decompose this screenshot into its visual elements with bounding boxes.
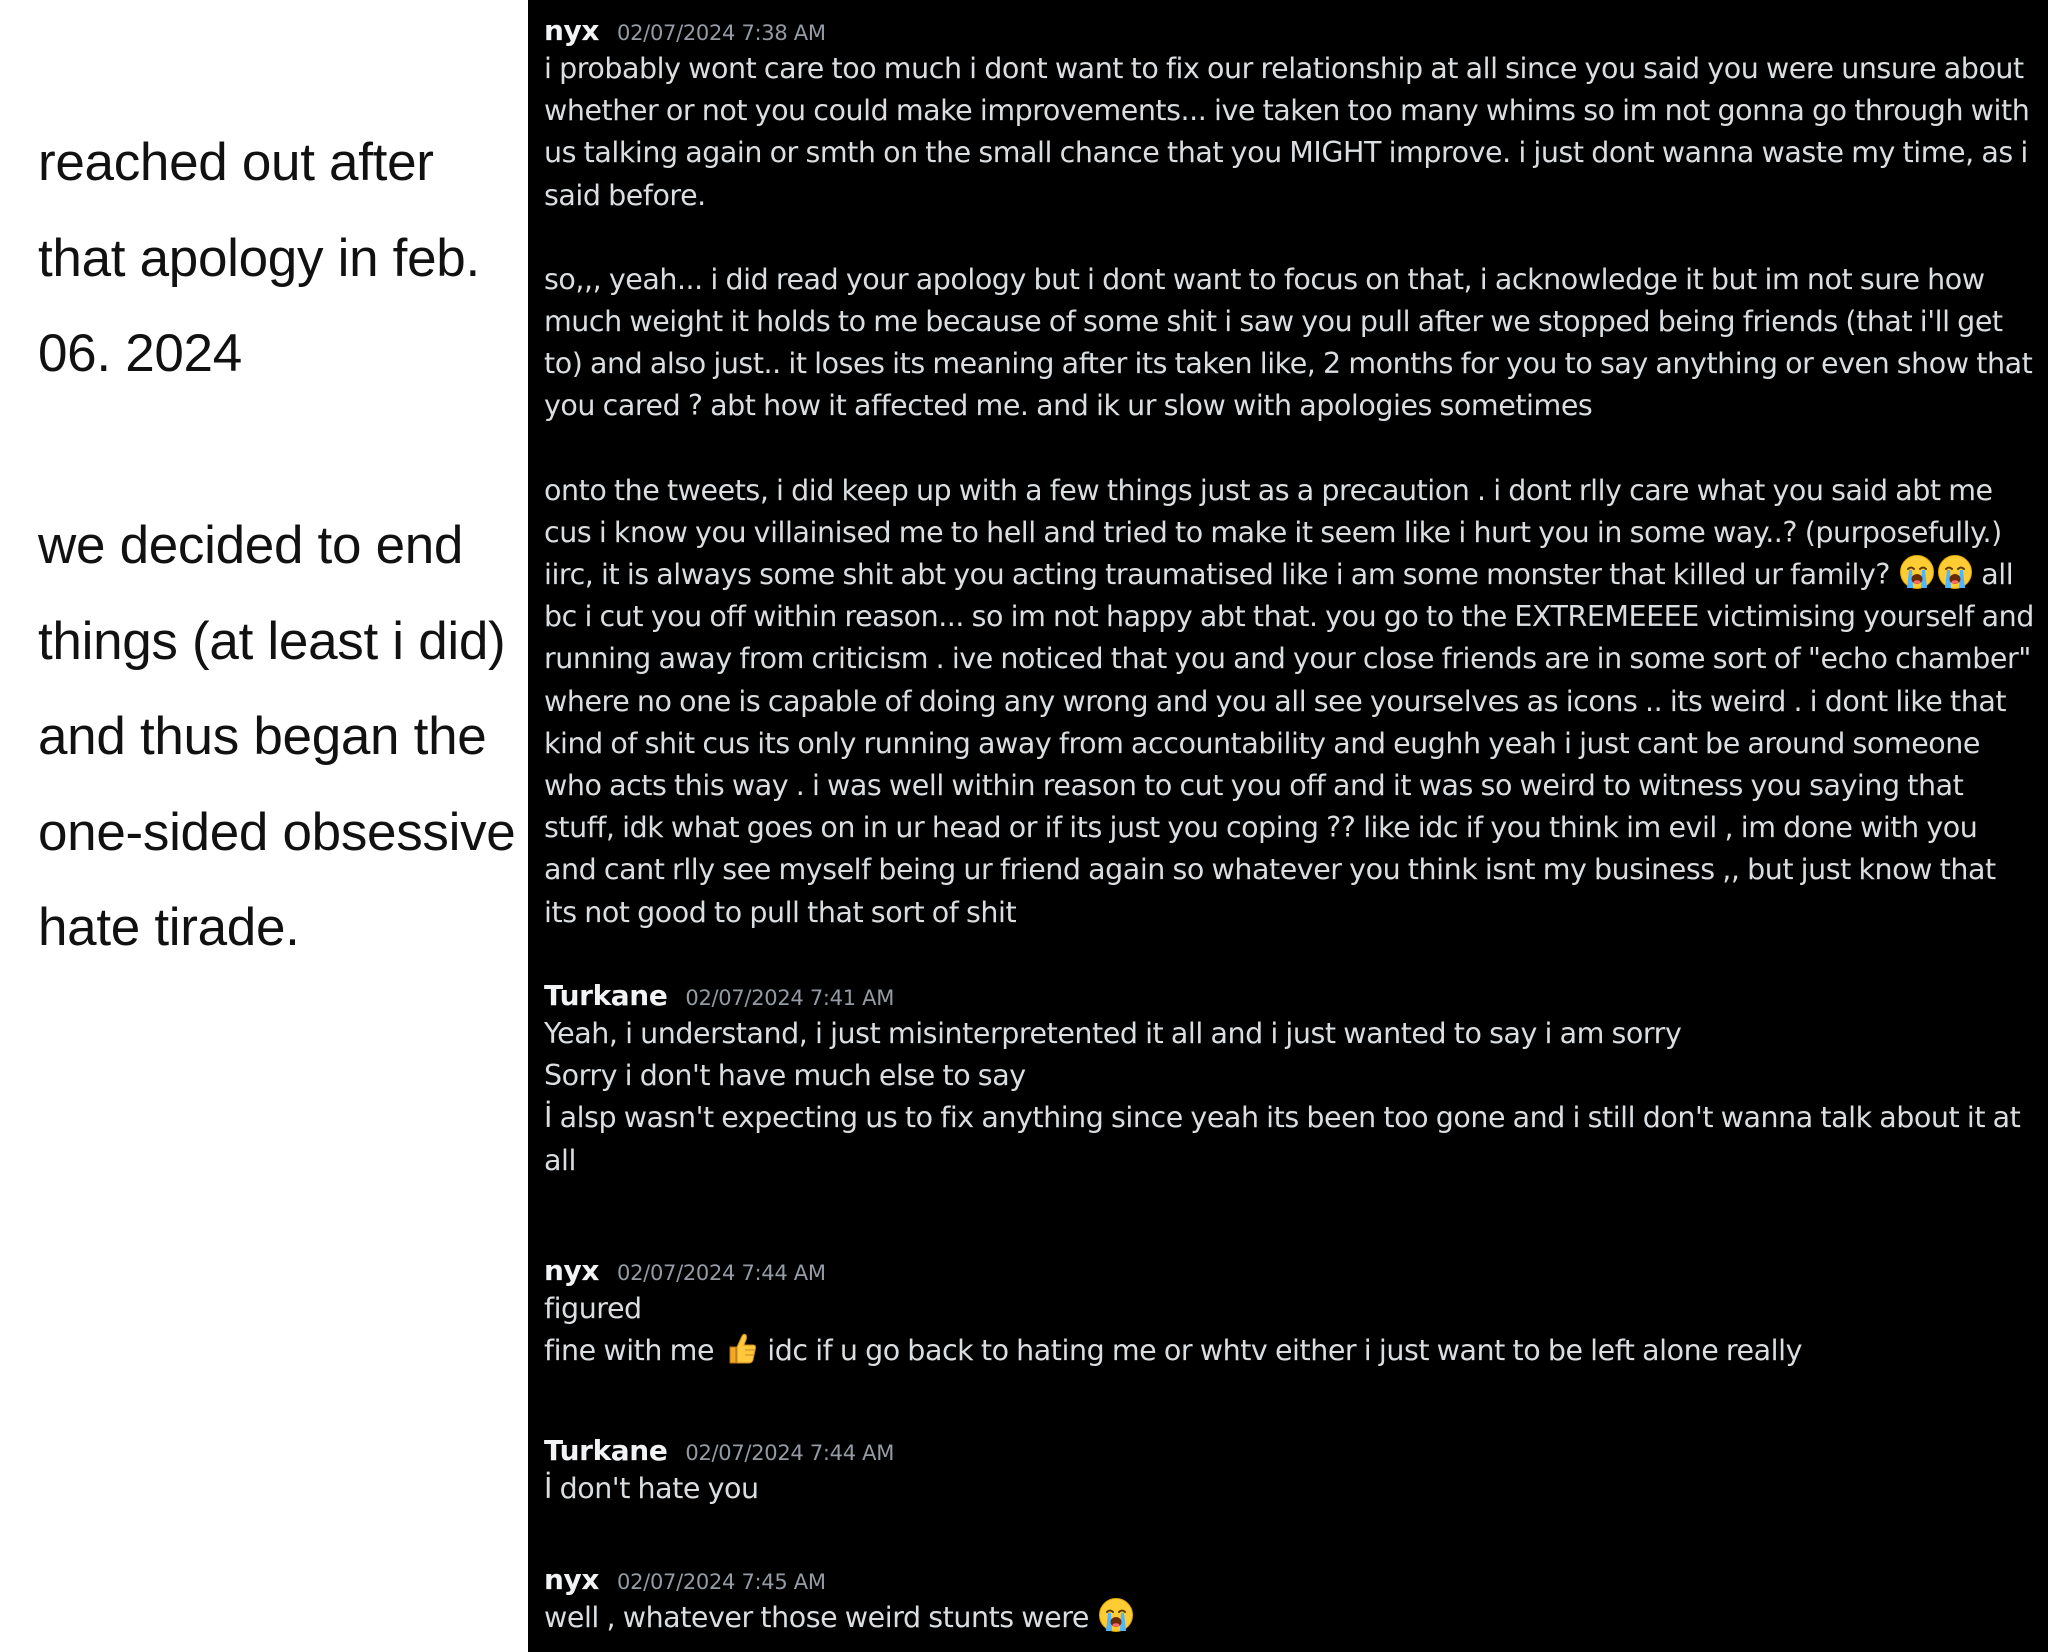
message-author[interactable]: nyx <box>544 1563 600 1596</box>
chat-log <box>528 0 2048 1652</box>
message-paragraph: so,,, yeah... i did read your apology but i dont want to focus on that, i acknowledge it but im not sure how much weight it holds to me because of some shit i saw you pull after we stopped being friends (that i'll get to) and also just.. it loses its meaning after its taken like, 2 months for you to say anything or even show that you cared ? abt how it affected me. and ik ur slow with apologies sometimes <box>544 262 2033 423</box>
message-header <box>544 14 2034 48</box>
message-group <box>544 1434 2034 1510</box>
message-line: İ don't hate you <box>544 1472 759 1505</box>
message-timestamp[interactable]: 02/07/2024 7:41 AM <box>685 986 895 1010</box>
message-line <box>544 1330 2034 1372</box>
annotation-note-1: reached out after that apology in feb. 06. 2024 <box>38 133 480 383</box>
message-paragraph <box>544 470 2034 934</box>
message-author[interactable]: Turkane <box>544 979 668 1012</box>
message-group <box>544 1254 2034 1372</box>
message-author[interactable]: nyx <box>544 14 600 47</box>
message-timestamp[interactable]: 02/07/2024 7:38 AM <box>617 21 826 45</box>
message-text: fine with me <box>544 1334 715 1368</box>
loudly-crying-face-icon <box>1098 1597 1134 1633</box>
message-group <box>544 979 2034 1182</box>
message-text: well , whatever those weird stunts were <box>544 1601 1089 1634</box>
message-header <box>544 1254 2034 1288</box>
message-text: onto the tweets, i did keep up with a few things just as a precaution . i dont rlly care what you said abt me cus i know you villainised me to hell and tried to make it seem like i hurt you in some way..? (purposefully.) iirc, it is always some shit abt you acting traumatised like i am some monster that killed ur family? <box>544 473 2002 592</box>
message-line: figured <box>544 1292 642 1325</box>
message-line: İ alsp wasn't expecting us to fix anything since yeah its been too gone and i still don't wanna talk about it at all <box>544 1101 2021 1177</box>
thumbs-up-icon <box>723 1330 759 1366</box>
message-header <box>544 1434 2034 1468</box>
message-timestamp[interactable]: 02/07/2024 7:44 AM <box>617 1261 826 1285</box>
message-group <box>544 14 2034 934</box>
message-content <box>544 1468 2034 1510</box>
message-line <box>544 1597 2034 1639</box>
loudly-crying-face-icon <box>1899 554 1935 590</box>
message-author[interactable]: nyx <box>544 1254 600 1287</box>
message-text: idc if u go back to hating me or whtv either i just want to be left alone really <box>767 1334 1802 1368</box>
message-paragraph: i probably wont care too much i dont want to fix our relationship at all since you said you were unsure about whether or not you could make improvements... ive taken too many whims so im not gonna go through with us talking again or smth on the small chance that you MIGHT improve. i just dont wanna waste my time, as i said before. <box>544 52 2030 212</box>
message-text: all bc i cut you off within reason... so im not happy abt that. you go to the EXTREMEEEE victimising yourself and running away from criticism . ive noticed that you and your close friends are in some sort of "echo chamber" where no one is capable of doing any wrong and you all see yourselves as icons .. its weird . i dont like that kind of shit cus its only running away from accountability and eughh yeah i just cant be around someone who acts this way . i was well within reason to cut you off and it was so weird to witness you saying that stuff, idk what goes on in ur head or if its just you coping ?? like idc if you think im evil , im done with you and cant rlly see myself being ur friend again so whatever you think isnt my business ,, but just know that its not good to pull that sort of shit <box>544 558 2034 929</box>
message-author[interactable]: Turkane <box>544 1434 668 1467</box>
loudly-crying-face-icon <box>1937 554 1973 590</box>
message-group <box>544 1563 2034 1639</box>
message-content <box>544 48 2034 934</box>
annotation-note-2: we decided to end things (at least i did) and thus began the one-sided obsessive hate tirade. <box>38 516 516 957</box>
message-header <box>544 1563 2034 1597</box>
message-line: Yeah, i understand, i just misinterpretented it all and i just wanted to say i am sorry <box>544 1017 1682 1050</box>
message-content <box>544 1597 2034 1639</box>
message-header <box>544 979 2034 1013</box>
annotation-panel <box>0 0 528 1652</box>
message-timestamp[interactable]: 02/07/2024 7:44 AM <box>685 1441 895 1465</box>
message-timestamp[interactable]: 02/07/2024 7:45 AM <box>617 1570 826 1594</box>
message-content <box>544 1013 2034 1182</box>
message-line: Sorry i don't have much else to say <box>544 1059 1026 1093</box>
message-content <box>544 1288 2034 1372</box>
